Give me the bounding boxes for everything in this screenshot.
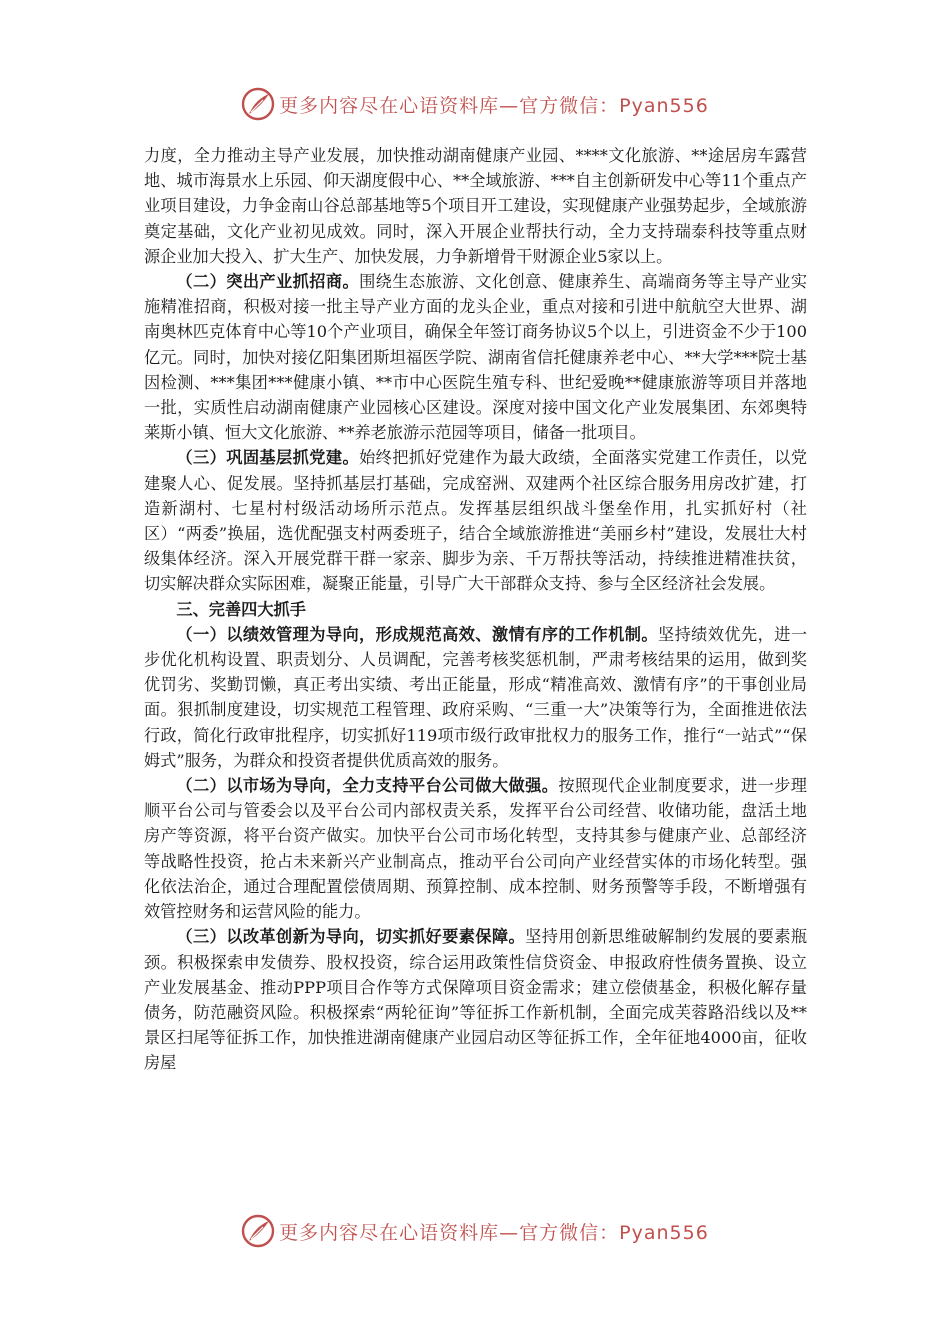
paragraph (144, 622, 807, 773)
paragraph-heading: （三）巩固基层抓党建。 (176, 448, 360, 468)
paragraph (144, 773, 807, 924)
section-heading-text: 三、完善四大抓手 (176, 599, 306, 619)
paragraph (144, 445, 807, 596)
paragraph-heading: （三）以改革创新为导向，切实抓好要素保障。 (176, 927, 526, 947)
paragraph (144, 269, 807, 445)
paragraph-heading: （二）突出产业抓招商。 (176, 272, 360, 292)
banner-text: 更多内容尽在心语资料库—官方微信：Pyan556 (279, 94, 709, 117)
section-heading (144, 597, 807, 622)
paragraph-text: 始终把抓好党建作为最大政绩，全面落实党建工作责任，以党建聚人心、促发展。坚持抓基层打基础，完成窑洲、双建两个社区综合服务用房改扩建，打造新湖村、七星村村级活动场所示范点。发挥基层组织战斗堡垒作用，扎实抓好村（社区）“两委”换届，选优配强支村两委班子，结合全域旅游推进“美丽乡村”建设，发展壮大村级集体经济。深入开展党群干群一家亲、脚步为亲、千万帮扶等活动，持续推进精准扶贫，切实解决群众实际困难，凝聚正能量，引导广大干部群众支持、参与全区经济社会发展。 (144, 448, 808, 594)
paragraph-text: 围绕生态旅游、文化创意、健康养生、高端商务等主导产业实施精准招商，积极对接一批主导产业方面的龙头企业，重点对接和引进中航航空大世界、湖南奥林匹克体育中心等10个产业项目，确保全年签订商务协议5个以上，引进资金不少于100亿元。同时，加快对接亿阳集团斯坦福医学院、湖南省信托健康养老中心、**大学***院士基因检测、***集团***健康小镇、**市中心医院生殖专科、世纪爱晚**健康旅游等项目并落地一批，实质性启动湖南健康产业园核心区建设。深度对接中国文化产业发展集团、东郊奥特莱斯小镇、恒大文化旅游、**养老旅游示范园等项目，储备一批项目。 (144, 272, 808, 443)
paragraph (144, 924, 807, 1075)
banner-text: 更多内容尽在心语资料库—官方微信：Pyan556 (279, 1221, 709, 1244)
feather-logo-icon (241, 1214, 275, 1248)
paragraph-text: 坚持绩效优先，进一步优化机构设置、职责划分、人员调配，完善考核奖惩机制，严肃考核结果的运用，做到奖优罚劣、奖勤罚懒，真正考出实绩、考出正能量，形成“精准高效、激情有序”的干事创业局面。狠抓制度建设，切实规范工程管理、政府采购、“三重一大”决策等行为，全面推进依法行政，简化行政审批程序，切实抓好119项市级行政审批权力的服务工作，推行“一站式”“保姆式”服务，为群众和投资者提供优质高效的服务。 (144, 624, 808, 770)
paragraph-heading: （二）以市场为导向，全力支持平台公司做大做强。 (176, 776, 559, 796)
paragraph-text: 坚持用创新思维破解制约发展的要素瓶颈。积极探索申发债券、股权投资，综合运用政策性信贷资金、申报政府性债务置换、设立产业发展基金、推动PPP项目合作等方式保障项目资金需求；建立偿债基金，积极化解存量债务，防范融资风险。积极探索“两轮征询”等征拆工作新机制，全面完成芙蓉路沿线以及**景区扫尾等征拆工作，加快推进湖南健康产业园启动区等征拆工作，全年征地4000亩，征收房屋 (144, 927, 808, 1073)
footer-banner (0, 1211, 950, 1251)
paragraph-text: 按照现代企业制度要求，进一步理顺平台公司与管委会以及平台公司内部权责关系，发挥平台公司经营、收储功能，盘活土地房产等资源，将平台资产做实。加快平台公司市场化转型，支持其参与健康产业、总部经济等战略性投资，抢占未来新兴产业制高点，推动平台公司向产业经营实体的市场化转型。强化依法治企，通过合理配置偿债周期、预算控制、成本控制、财务预警等手段，不断增强有效管控财务和运营风险的能力。 (144, 776, 807, 922)
paragraph-heading: （一）以绩效管理为导向，形成规范高效、激情有序的工作机制。 (176, 624, 658, 644)
feather-logo-icon (241, 87, 275, 121)
header-banner (0, 84, 950, 124)
paragraph-text: 力度，全力推动主导产业发展，加快推动湖南健康产业园、****文化旅游、**途居房车露营地、城市海景水上乐园、仰天湖度假中心、**全域旅游、***自主创新研发中心等11个重点产业项目建设，力争金南山谷总部基地等5个项目开工建设，实现健康产业强势起步，全域旅游奠定基础，文化产业初见成效。同时，深入开展企业帮扶行动，全力支持瑞泰科技等重点财源企业加大投入、扩大生产、加快发展，力争新增骨干财源企业5家以上。 (144, 146, 807, 266)
document-body (144, 143, 807, 1076)
paragraph (144, 143, 807, 269)
